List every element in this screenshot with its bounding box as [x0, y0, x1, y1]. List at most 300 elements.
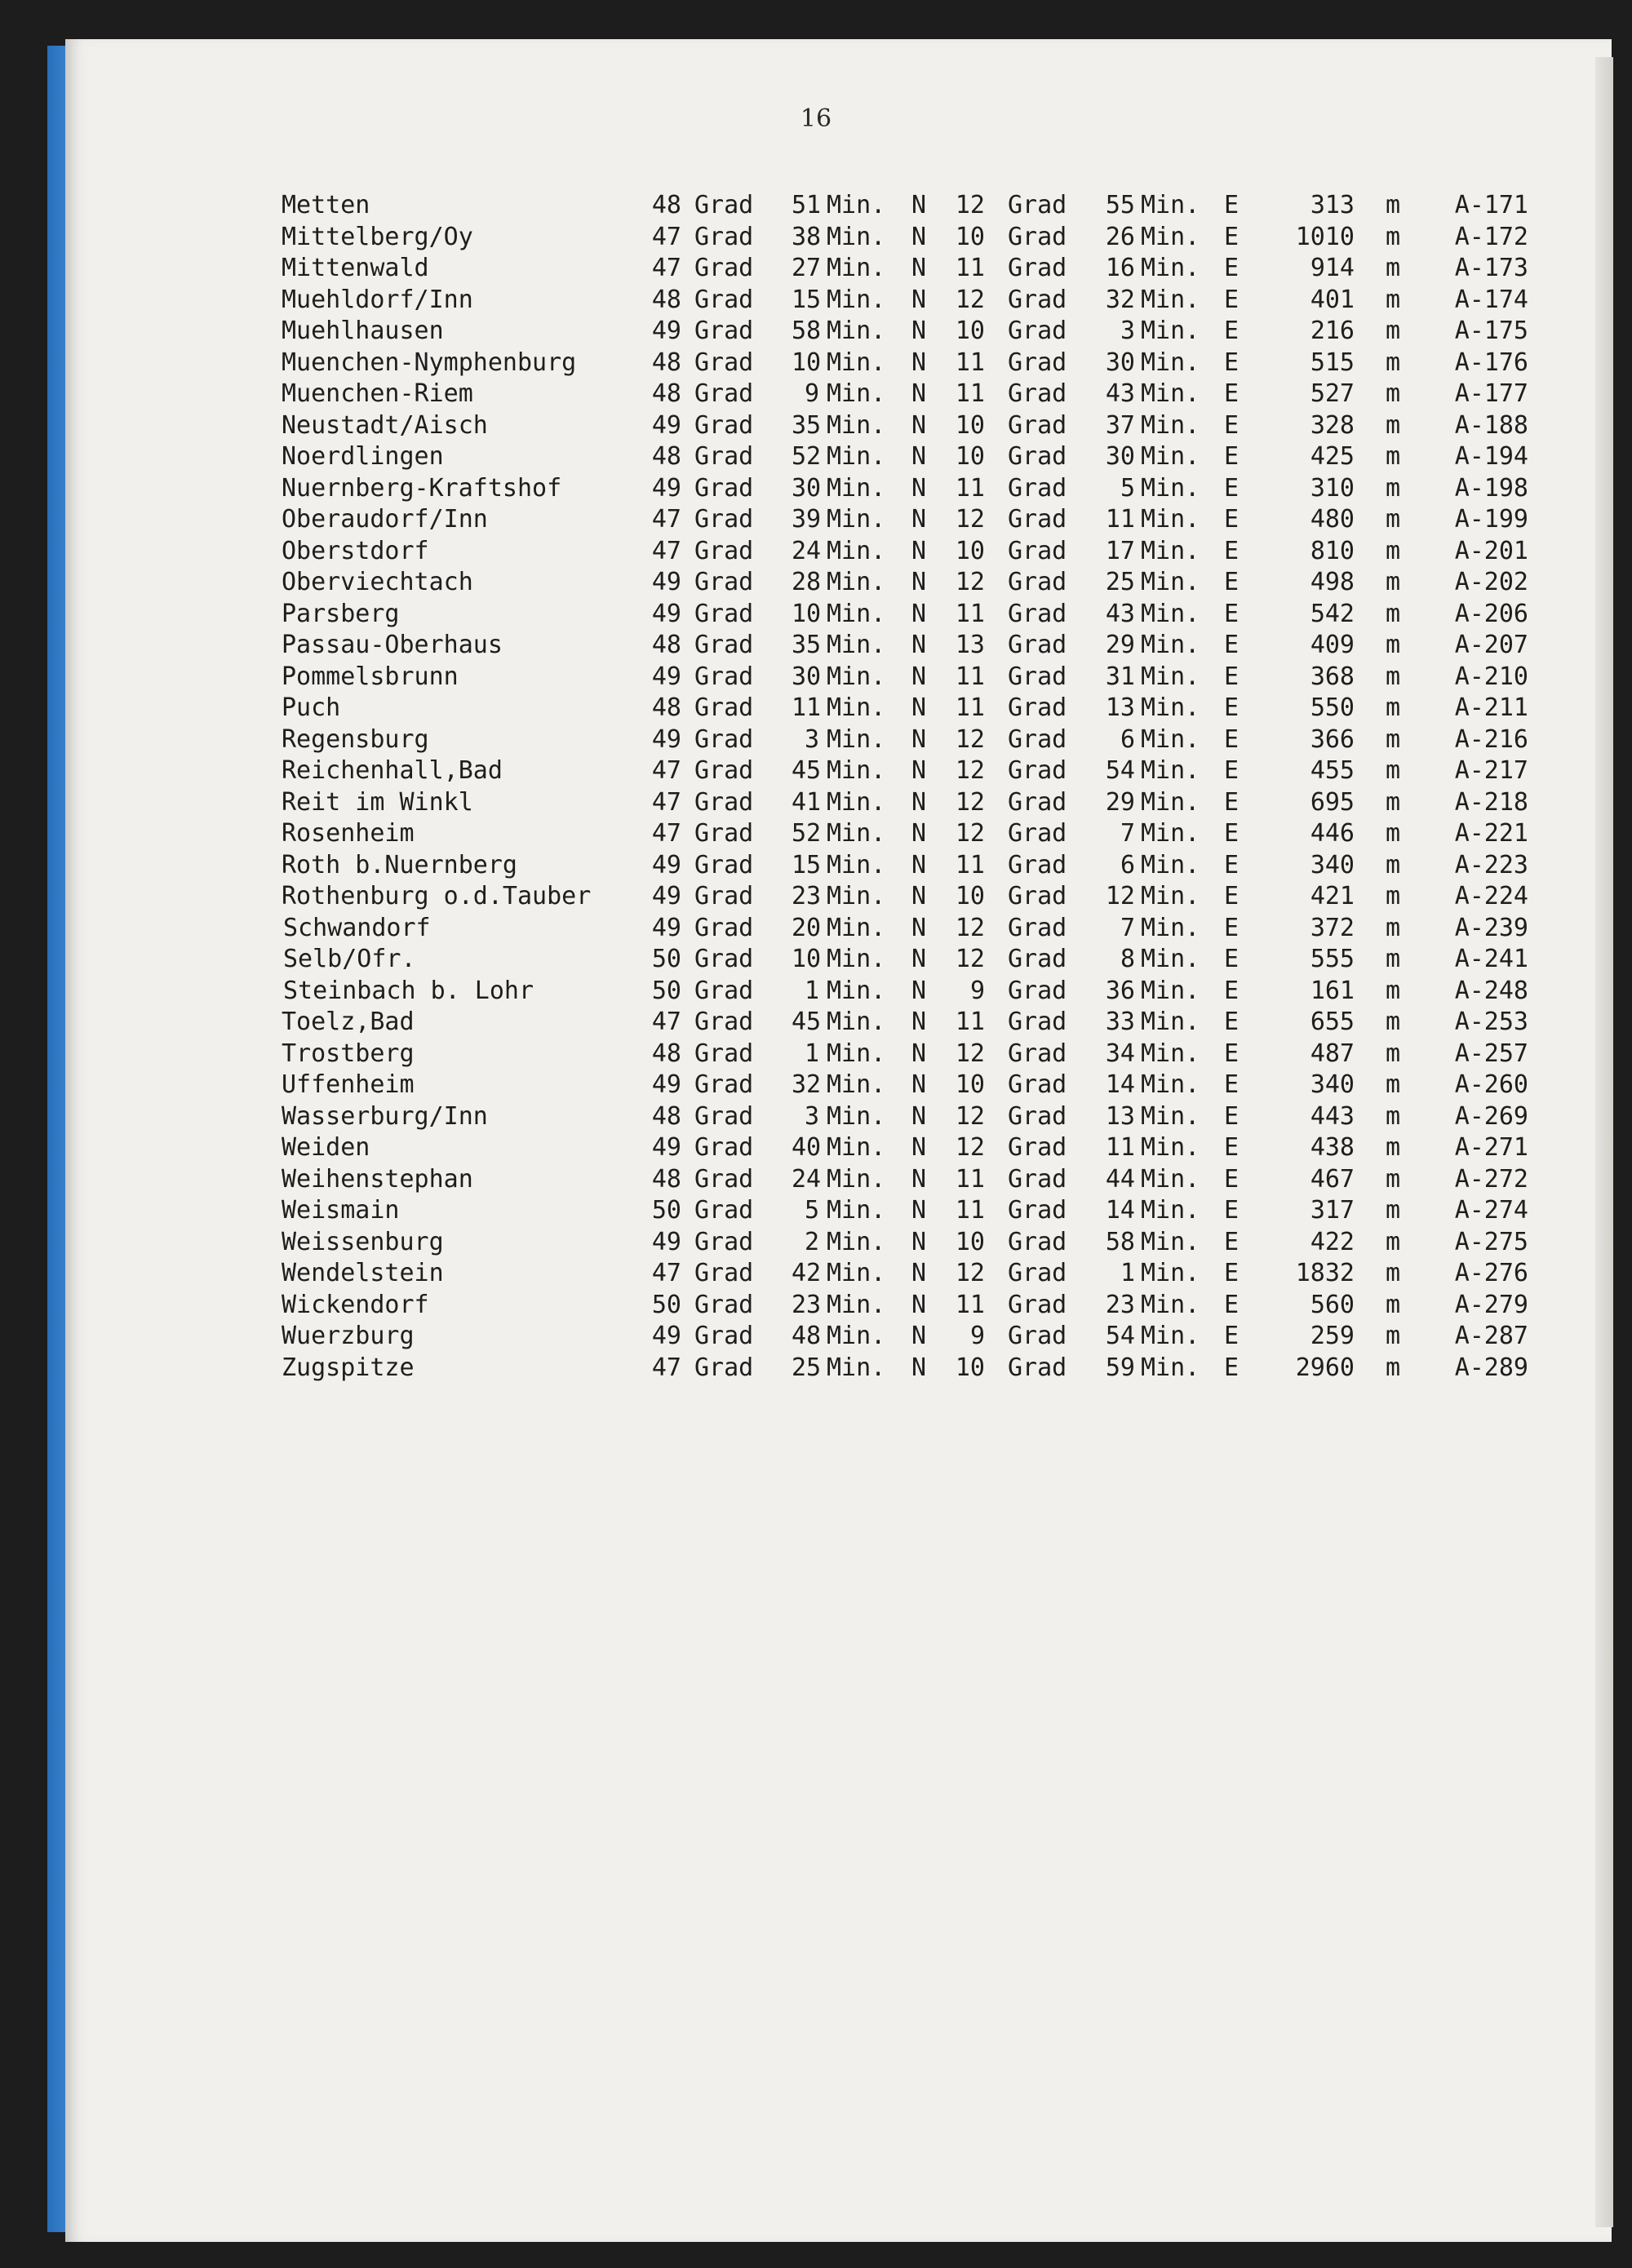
latitude-direction: N	[911, 1133, 927, 1162]
latitude-minutes: 1	[804, 1039, 819, 1068]
latitude-direction: N	[911, 787, 927, 817]
min-label: Min.	[1141, 1133, 1200, 1162]
latitude-direction: N	[911, 693, 927, 722]
latitude-minutes: 45	[792, 756, 822, 785]
elevation-unit: m	[1386, 222, 1401, 251]
latitude-direction: N	[911, 819, 927, 848]
min-label: Min.	[1141, 285, 1200, 314]
grad-label: Grad	[1008, 693, 1067, 722]
longitude-minutes: 44	[1105, 1164, 1135, 1194]
longitude-direction: E	[1224, 1070, 1240, 1099]
latitude-direction: N	[911, 1101, 927, 1131]
elevation-unit: m	[1386, 191, 1401, 219]
elevation-unit: m	[1386, 631, 1401, 659]
longitude-minutes: 6	[1120, 724, 1135, 754]
grad-label: Grad	[694, 631, 754, 659]
longitude-minutes: 8	[1120, 945, 1135, 973]
latitude-direction: N	[911, 1259, 927, 1287]
longitude-degrees: 12	[955, 756, 985, 785]
grad-label: Grad	[1008, 348, 1067, 377]
station-name: Noerdlingen	[282, 442, 444, 471]
latitude-minutes: 27	[792, 254, 822, 282]
latitude-minutes: 3	[804, 724, 819, 754]
grad-label: Grad	[694, 945, 754, 973]
latitude-degrees: 47	[651, 254, 681, 282]
min-label: Min.	[1141, 191, 1200, 219]
longitude-minutes: 11	[1105, 505, 1135, 534]
min-label: Min.	[827, 442, 886, 471]
latitude-direction: N	[911, 410, 927, 440]
grad-label: Grad	[694, 850, 754, 879]
elevation-unit: m	[1386, 599, 1401, 628]
elevation-value: 810	[1310, 536, 1355, 565]
elevation-value: 527	[1310, 379, 1355, 408]
latitude-direction: N	[911, 724, 927, 754]
grad-label: Grad	[1008, 1290, 1067, 1319]
elevation-unit: m	[1386, 1353, 1401, 1382]
min-label: Min.	[1141, 1227, 1200, 1256]
longitude-direction: E	[1224, 1196, 1240, 1225]
station-name: Reit im Winkl	[282, 787, 473, 817]
latitude-direction: N	[911, 285, 927, 314]
latitude-degrees: 50	[651, 1196, 681, 1225]
grad-label: Grad	[694, 1290, 754, 1319]
latitude-minutes: 52	[792, 819, 822, 848]
grad-label: Grad	[1008, 222, 1067, 251]
elevation-unit: m	[1386, 254, 1401, 282]
longitude-direction: E	[1224, 662, 1240, 691]
min-label: Min.	[1141, 1196, 1200, 1225]
min-label: Min.	[1141, 1322, 1200, 1350]
grad-label: Grad	[694, 473, 754, 503]
station-name: Muehldorf/Inn	[282, 285, 473, 314]
min-label: Min.	[827, 1133, 886, 1162]
longitude-degrees: 13	[955, 631, 985, 659]
latitude-direction: N	[911, 222, 927, 251]
elevation-unit: m	[1386, 1101, 1401, 1131]
latitude-direction: N	[911, 631, 927, 659]
elevation-unit: m	[1386, 317, 1401, 345]
station-code: A-207	[1454, 631, 1528, 659]
latitude-minutes: 48	[792, 1322, 822, 1350]
longitude-minutes: 43	[1105, 379, 1135, 408]
longitude-degrees: 10	[955, 1070, 985, 1099]
latitude-degrees: 48	[651, 442, 681, 471]
station-code: A-202	[1454, 568, 1528, 596]
longitude-minutes: 59	[1105, 1353, 1135, 1382]
longitude-minutes: 30	[1105, 348, 1135, 377]
elevation-unit: m	[1386, 1290, 1401, 1319]
longitude-degrees: 10	[955, 222, 985, 251]
station-name: Steinbach b. Lohr	[283, 976, 534, 1005]
latitude-degrees: 48	[651, 348, 681, 377]
station-code: A-289	[1454, 1353, 1528, 1382]
latitude-degrees: 50	[651, 976, 681, 1005]
latitude-minutes: 11	[792, 693, 822, 722]
longitude-direction: E	[1224, 1039, 1240, 1068]
elevation-value: 438	[1310, 1133, 1355, 1162]
longitude-minutes: 30	[1105, 442, 1135, 471]
longitude-minutes: 13	[1105, 693, 1135, 722]
longitude-minutes: 55	[1105, 191, 1135, 219]
elevation-value: 425	[1310, 442, 1355, 471]
longitude-minutes: 54	[1105, 1322, 1135, 1350]
longitude-direction: E	[1224, 756, 1240, 785]
elevation-value: 446	[1310, 819, 1355, 848]
station-code: A-198	[1454, 473, 1528, 503]
station-code: A-257	[1454, 1039, 1528, 1068]
longitude-minutes: 14	[1105, 1196, 1135, 1225]
station-name: Metten	[282, 191, 370, 219]
elevation-value: 1010	[1295, 222, 1355, 251]
station-code: A-224	[1454, 882, 1528, 910]
grad-label: Grad	[694, 348, 754, 377]
min-label: Min.	[1141, 379, 1200, 408]
latitude-direction: N	[911, 1353, 927, 1382]
latitude-degrees: 48	[651, 1101, 681, 1131]
elevation-value: 368	[1310, 662, 1355, 691]
min-label: Min.	[1141, 473, 1200, 503]
longitude-degrees: 12	[955, 1039, 985, 1068]
longitude-degrees: 12	[955, 191, 985, 219]
latitude-direction: N	[911, 976, 927, 1005]
station-code: A-272	[1454, 1164, 1528, 1194]
latitude-degrees: 49	[651, 317, 681, 345]
latitude-minutes: 1	[804, 976, 819, 1005]
longitude-degrees: 10	[955, 536, 985, 565]
station-name: Passau-Oberhaus	[282, 631, 503, 659]
longitude-minutes: 6	[1120, 850, 1135, 879]
min-label: Min.	[1141, 1101, 1200, 1131]
latitude-minutes: 30	[792, 473, 822, 503]
longitude-minutes: 7	[1120, 819, 1135, 848]
min-label: Min.	[1141, 882, 1200, 910]
station-name: Toelz,Bad	[282, 1008, 415, 1036]
grad-label: Grad	[1008, 505, 1067, 534]
min-label: Min.	[1141, 317, 1200, 345]
min-label: Min.	[827, 1039, 886, 1068]
station-name: Mittelberg/Oy	[282, 222, 473, 251]
grad-label: Grad	[694, 536, 754, 565]
latitude-minutes: 23	[792, 1290, 822, 1319]
min-label: Min.	[1141, 1259, 1200, 1287]
elevation-unit: m	[1386, 1164, 1401, 1194]
min-label: Min.	[827, 568, 886, 596]
elevation-unit: m	[1386, 1322, 1401, 1350]
min-label: Min.	[827, 1290, 886, 1319]
grad-label: Grad	[1008, 1133, 1067, 1162]
latitude-degrees: 48	[651, 191, 681, 219]
elevation-value: 340	[1310, 850, 1355, 879]
elevation-unit: m	[1386, 724, 1401, 754]
latitude-degrees: 50	[651, 1290, 681, 1319]
elevation-unit: m	[1386, 1008, 1401, 1036]
longitude-degrees: 12	[955, 505, 985, 534]
elevation-unit: m	[1386, 505, 1401, 534]
grad-label: Grad	[1008, 662, 1067, 691]
latitude-direction: N	[911, 254, 927, 282]
min-label: Min.	[1141, 1070, 1200, 1099]
min-label: Min.	[827, 1008, 886, 1036]
station-name: Trostberg	[282, 1039, 415, 1068]
elevation-value: 317	[1310, 1196, 1355, 1225]
grad-label: Grad	[694, 1101, 754, 1131]
longitude-direction: E	[1224, 410, 1240, 440]
grad-label: Grad	[694, 819, 754, 848]
min-label: Min.	[827, 254, 886, 282]
longitude-direction: E	[1224, 254, 1240, 282]
elevation-unit: m	[1386, 756, 1401, 785]
latitude-degrees: 47	[651, 1353, 681, 1382]
longitude-degrees: 12	[955, 1259, 985, 1287]
latitude-minutes: 23	[792, 882, 822, 910]
elevation-value: 216	[1310, 317, 1355, 345]
latitude-minutes: 45	[792, 1008, 822, 1036]
latitude-direction: N	[911, 599, 927, 628]
latitude-minutes: 39	[792, 505, 822, 534]
elevation-value: 422	[1310, 1227, 1355, 1256]
min-label: Min.	[827, 1259, 886, 1287]
longitude-direction: E	[1224, 850, 1240, 879]
longitude-direction: E	[1224, 1227, 1240, 1256]
station-code: A-175	[1454, 317, 1528, 345]
grad-label: Grad	[1008, 1259, 1067, 1287]
longitude-minutes: 36	[1105, 976, 1135, 1005]
longitude-minutes: 26	[1105, 222, 1135, 251]
latitude-direction: N	[911, 1008, 927, 1036]
elevation-unit: m	[1386, 473, 1401, 503]
grad-label: Grad	[694, 913, 754, 942]
latitude-degrees: 48	[651, 1039, 681, 1068]
latitude-degrees: 48	[651, 1164, 681, 1194]
grad-label: Grad	[694, 410, 754, 440]
grad-label: Grad	[694, 756, 754, 785]
longitude-direction: E	[1224, 505, 1240, 534]
longitude-minutes: 1	[1120, 1259, 1135, 1287]
station-code: A-260	[1454, 1070, 1528, 1099]
latitude-degrees: 49	[651, 882, 681, 910]
latitude-degrees: 49	[651, 724, 681, 754]
latitude-minutes: 10	[792, 945, 822, 973]
grad-label: Grad	[694, 285, 754, 314]
latitude-direction: N	[911, 662, 927, 691]
station-name: Oberstdorf	[282, 536, 429, 565]
station-name: Schwandorf	[283, 913, 431, 942]
longitude-direction: E	[1224, 819, 1240, 848]
grad-label: Grad	[694, 254, 754, 282]
grad-label: Grad	[1008, 1227, 1067, 1256]
longitude-direction: E	[1224, 1259, 1240, 1287]
grad-label: Grad	[694, 1259, 754, 1287]
min-label: Min.	[827, 662, 886, 691]
longitude-minutes: 7	[1120, 913, 1135, 942]
longitude-direction: E	[1224, 913, 1240, 942]
min-label: Min.	[1141, 348, 1200, 377]
latitude-minutes: 58	[792, 317, 822, 345]
elevation-unit: m	[1386, 442, 1401, 471]
longitude-direction: E	[1224, 882, 1240, 910]
station-code: A-248	[1454, 976, 1528, 1005]
grad-label: Grad	[1008, 285, 1067, 314]
min-label: Min.	[827, 599, 886, 628]
min-label: Min.	[1141, 631, 1200, 659]
min-label: Min.	[827, 819, 886, 848]
min-label: Min.	[1141, 976, 1200, 1005]
elevation-value: 560	[1310, 1290, 1355, 1319]
min-label: Min.	[827, 1227, 886, 1256]
longitude-direction: E	[1224, 191, 1240, 219]
latitude-direction: N	[911, 191, 927, 219]
page-edge	[1595, 57, 1613, 2227]
latitude-degrees: 47	[651, 536, 681, 565]
station-name: Oberaudorf/Inn	[282, 505, 488, 534]
elevation-value: 259	[1310, 1322, 1355, 1350]
latitude-degrees: 48	[651, 693, 681, 722]
min-label: Min.	[1141, 819, 1200, 848]
elevation-value: 372	[1310, 913, 1355, 942]
station-name: Weissenburg	[282, 1227, 444, 1256]
longitude-direction: E	[1224, 222, 1240, 251]
latitude-degrees: 47	[651, 1259, 681, 1287]
elevation-value: 409	[1310, 631, 1355, 659]
longitude-minutes: 17	[1105, 536, 1135, 565]
longitude-minutes: 13	[1105, 1101, 1135, 1131]
latitude-minutes: 24	[792, 1164, 822, 1194]
min-label: Min.	[1141, 756, 1200, 785]
latitude-direction: N	[911, 1290, 927, 1319]
longitude-degrees: 10	[955, 442, 985, 471]
latitude-minutes: 40	[792, 1133, 822, 1162]
elevation-value: 467	[1310, 1164, 1355, 1194]
longitude-degrees: 11	[955, 1290, 985, 1319]
min-label: Min.	[1141, 505, 1200, 534]
longitude-direction: E	[1224, 348, 1240, 377]
station-code: A-221	[1454, 819, 1528, 848]
latitude-minutes: 10	[792, 599, 822, 628]
latitude-degrees: 49	[651, 599, 681, 628]
longitude-minutes: 37	[1105, 410, 1135, 440]
grad-label: Grad	[1008, 442, 1067, 471]
min-label: Min.	[827, 410, 886, 440]
latitude-degrees: 49	[651, 568, 681, 596]
min-label: Min.	[827, 945, 886, 973]
grad-label: Grad	[694, 599, 754, 628]
latitude-degrees: 47	[651, 819, 681, 848]
longitude-degrees: 12	[955, 285, 985, 314]
longitude-degrees: 10	[955, 1227, 985, 1256]
station-name: Rosenheim	[282, 819, 415, 848]
grad-label: Grad	[1008, 1008, 1067, 1036]
latitude-direction: N	[911, 1322, 927, 1350]
grad-label: Grad	[694, 693, 754, 722]
latitude-direction: N	[911, 473, 927, 503]
station-code: A-194	[1454, 442, 1528, 471]
min-label: Min.	[827, 756, 886, 785]
elevation-unit: m	[1386, 1133, 1401, 1162]
longitude-direction: E	[1224, 1008, 1240, 1036]
longitude-minutes: 25	[1105, 568, 1135, 596]
grad-label: Grad	[1008, 1070, 1067, 1099]
latitude-degrees: 49	[651, 1227, 681, 1256]
latitude-direction: N	[911, 317, 927, 345]
longitude-degrees: 12	[955, 819, 985, 848]
grad-label: Grad	[1008, 1353, 1067, 1382]
longitude-direction: E	[1224, 317, 1240, 345]
grad-label: Grad	[694, 1164, 754, 1194]
longitude-degrees: 11	[955, 1196, 985, 1225]
latitude-degrees: 47	[651, 505, 681, 534]
grad-label: Grad	[694, 1133, 754, 1162]
station-code: A-188	[1454, 410, 1528, 440]
station-code: A-177	[1454, 379, 1528, 408]
grad-label: Grad	[694, 1008, 754, 1036]
min-label: Min.	[827, 882, 886, 910]
station-code: A-218	[1454, 787, 1528, 817]
latitude-degrees: 49	[651, 662, 681, 691]
min-label: Min.	[827, 1353, 886, 1382]
grad-label: Grad	[694, 568, 754, 596]
elevation-value: 161	[1310, 976, 1355, 1005]
min-label: Min.	[827, 976, 886, 1005]
elevation-value: 655	[1310, 1008, 1355, 1036]
longitude-degrees: 11	[955, 1008, 985, 1036]
station-code: A-172	[1454, 222, 1528, 251]
min-label: Min.	[827, 850, 886, 879]
min-label: Min.	[827, 473, 886, 503]
station-name: Wuerzburg	[282, 1322, 415, 1350]
longitude-degrees: 12	[955, 913, 985, 942]
longitude-direction: E	[1224, 724, 1240, 754]
longitude-minutes: 29	[1105, 631, 1135, 659]
longitude-minutes: 31	[1105, 662, 1135, 691]
min-label: Min.	[827, 693, 886, 722]
min-label: Min.	[1141, 410, 1200, 440]
latitude-direction: N	[911, 913, 927, 942]
grad-label: Grad	[1008, 1101, 1067, 1131]
latitude-direction: N	[911, 756, 927, 785]
grad-label: Grad	[694, 317, 754, 345]
latitude-degrees: 48	[651, 379, 681, 408]
elevation-value: 550	[1310, 693, 1355, 722]
min-label: Min.	[827, 724, 886, 754]
station-name: Roth b.Nuernberg	[282, 850, 517, 879]
elevation-value: 2960	[1295, 1353, 1355, 1382]
longitude-direction: E	[1224, 536, 1240, 565]
longitude-direction: E	[1224, 693, 1240, 722]
min-label: Min.	[1141, 913, 1200, 942]
elevation-value: 340	[1310, 1070, 1355, 1099]
latitude-direction: N	[911, 945, 927, 973]
latitude-degrees: 48	[651, 285, 681, 314]
grad-label: Grad	[694, 976, 754, 1005]
latitude-minutes: 5	[804, 1196, 819, 1225]
longitude-degrees: 12	[955, 1101, 985, 1131]
station-name: Mittenwald	[282, 254, 429, 282]
station-name: Weiden	[282, 1133, 370, 1162]
elevation-value: 328	[1310, 410, 1355, 440]
station-code: A-171	[1454, 191, 1528, 219]
latitude-direction: N	[911, 882, 927, 910]
latitude-degrees: 49	[651, 1133, 681, 1162]
station-code: A-217	[1454, 756, 1528, 785]
station-code: A-174	[1454, 285, 1528, 314]
station-name: Muenchen-Nymphenburg	[282, 348, 577, 377]
station-name: Muenchen-Riem	[282, 379, 473, 408]
elevation-value: 480	[1310, 505, 1355, 534]
elevation-value: 401	[1310, 285, 1355, 314]
latitude-direction: N	[911, 568, 927, 596]
station-name: Puch	[282, 693, 341, 722]
